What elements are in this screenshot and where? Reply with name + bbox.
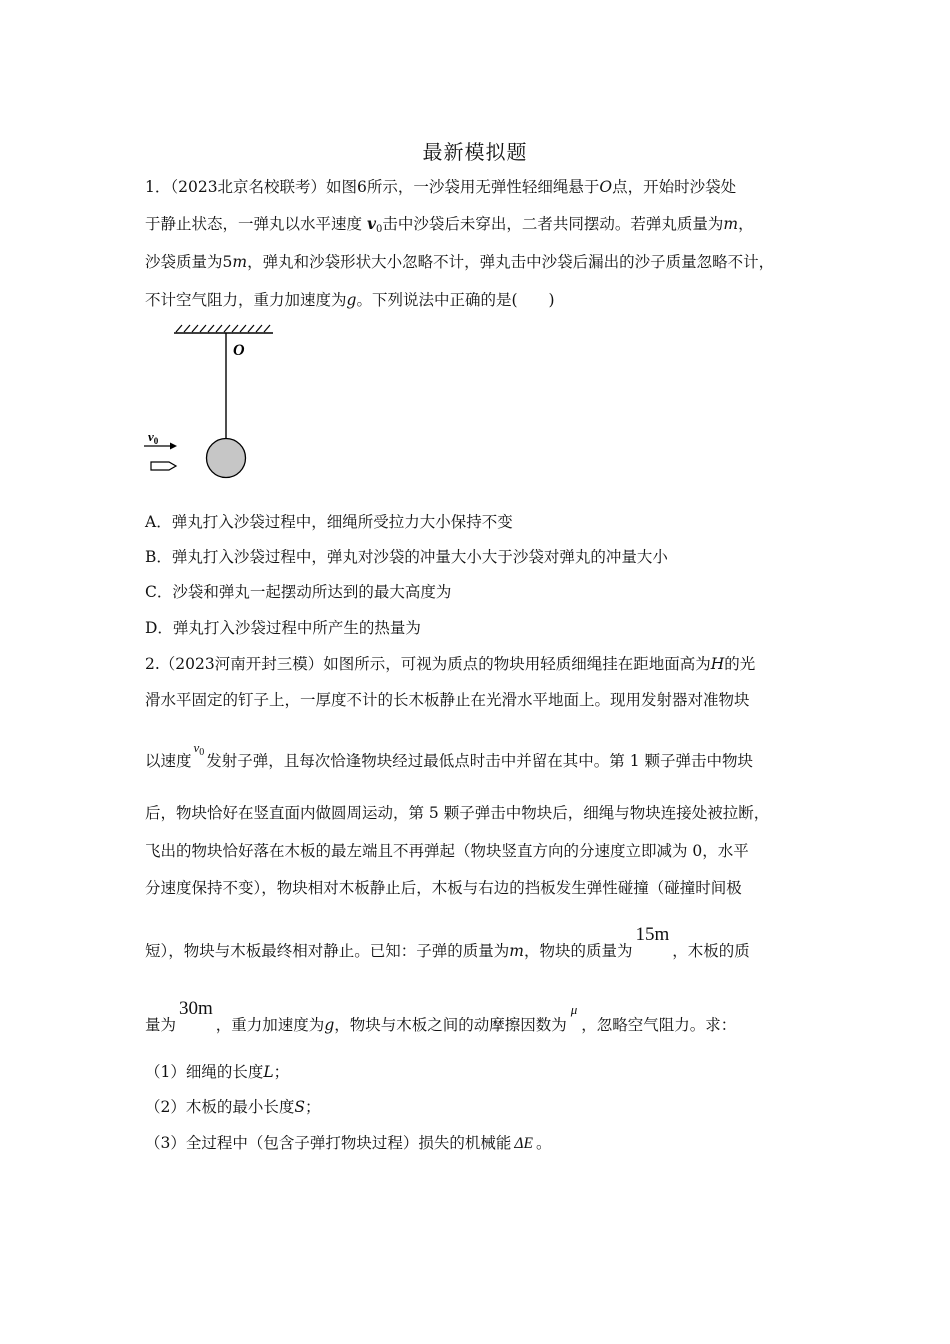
option-b: B．弹丸打入沙袋过程中，弹丸对沙袋的冲量大小大于沙袋对弹丸的冲量大小 (145, 548, 668, 566)
q1-v0: $v_0$ (366, 214, 383, 235)
q2-friction-mu: μ (570, 1002, 578, 1017)
page-title: 最新模拟题 (422, 140, 528, 164)
q2-line-4: 后，物块恰好在竖直面内做圆周运动，第 5 颗子弹击中物块后，细绳与物块连接处被拉断， (145, 804, 770, 822)
q1-text: 不计空气阻力，重力加速度为 (145, 291, 347, 309)
q2-energy-loss: ΔE (514, 1135, 533, 1152)
q1-gravity-g: g (346, 291, 357, 309)
q2-text: ，忽略空气阻力。求： (581, 1016, 737, 1034)
q1-line-3 (145, 251, 774, 273)
q1-point-o: O (599, 178, 613, 196)
q2-line-2: 滑水平固定的钉子上，一厚度不计的长木板静止在光滑水平地面上。现用发射器对准物块 (145, 691, 750, 709)
q2-text: （1）细绳的长度 (145, 1063, 264, 1081)
q2-line-1 (145, 653, 755, 675)
q2-text: 发射子弹，且每次恰逢物块经过最低点时击中并留在其中。第 1 颗子弹击中物块 (206, 752, 754, 770)
q2-bullet-mass: m (509, 942, 524, 960)
q2-board-mass: 30m (179, 998, 213, 1019)
pivot-label-o: O (233, 342, 245, 359)
q2-text: ，木板的质 (672, 942, 750, 960)
q2-line-3 (145, 740, 754, 778)
q2-length-s: S (294, 1098, 305, 1116)
q1-text: 击中沙袋后未穿出，二者共同摆动。若弹丸质量为 (382, 215, 724, 233)
ceiling-hatch (176, 325, 270, 332)
q2-block-mass: 15m (635, 924, 670, 945)
q2-v0: v0 (193, 740, 205, 758)
q2-sub-2 (145, 1096, 321, 1118)
q2-height-h: H (710, 655, 725, 673)
option-c: C．沙袋和弹丸一起摆动所达到的最大高度为 (145, 583, 452, 601)
bullet (151, 462, 176, 470)
q2-sub-3 (145, 1132, 551, 1155)
q1-mass-m: m (232, 253, 248, 271)
sandbag (207, 439, 246, 478)
q1-text: ，弹丸和沙袋形状大小忽略不计，弹丸击中沙袋后漏出的沙子质量忽略不计， (247, 253, 775, 271)
q2-line-7 (145, 924, 750, 962)
q2-text: 。 (535, 1134, 552, 1152)
q1-text: 1．（2023北京名校联考）如图6所示，一沙袋用无弹性轻细绳悬于 (145, 178, 600, 196)
q1-text: 点，开始时沙袋处 (612, 178, 737, 196)
velocity-label-sub: 0 (153, 436, 159, 446)
q2-text: ； (305, 1098, 321, 1116)
q1-mass-m: m (723, 215, 739, 233)
q2-text: （3）全过程中（包含子弹打物块过程）损失的机械能 (145, 1134, 512, 1152)
q2-length-l: L (263, 1063, 274, 1081)
q2-text: ，物块的质量为 (523, 942, 633, 960)
q2-sub-1 (145, 1061, 289, 1083)
q2-text: ； (273, 1063, 290, 1081)
q2-text: 短），物块与木板最终相对静止。已知：子弹的质量为 (145, 942, 510, 960)
option-a: A．弹丸打入沙袋过程中，细绳所受拉力大小保持不变 (145, 513, 513, 531)
q1-text: 。下列说法中正确的是( ) (356, 291, 555, 309)
q1-text: 于静止状态，一弹丸以水平速度 (145, 215, 363, 233)
q1-text: ， (738, 215, 754, 233)
q2-text: （2）木板的最小长度 (145, 1098, 295, 1116)
q2-line-6: 分速度保持不变），物块相对木板静止后，木板与右边的挡板发生弹性碰撞（碰撞时间极 (145, 879, 742, 897)
q2-text: ，物块与木板之间的动摩擦因数为 (334, 1016, 567, 1034)
q2-text: 的光 (724, 655, 756, 673)
velocity-label: $v_0$ (148, 429, 159, 446)
q1-text: 沙袋质量为5 (145, 253, 233, 271)
q1-line-2 (145, 213, 754, 241)
q1-line-1 (145, 176, 736, 198)
velocity-arrowhead (170, 443, 177, 450)
q2-text: ，重力加速度为 (215, 1016, 325, 1034)
q2-text: 2.（2023河南开封三模）如图所示，可视为质点的物块用轻质细绳挂在距地面高为 (145, 655, 711, 673)
q1-line-4 (145, 289, 555, 311)
q2-line-5: 飞出的物块恰好落在木板的最左端且不再弹起（物块竖直方向的分速度立即减为 0，水平 (145, 842, 749, 860)
q2-gravity-g: g (324, 1016, 335, 1034)
q2-text: 以速度 (145, 752, 192, 770)
q2-text: 量为 (145, 1016, 177, 1034)
option-d: D．弹丸打入沙袋过程中所产生的热量为 (145, 619, 421, 637)
pendulum-figure (140, 320, 280, 485)
q2-line-8 (145, 998, 737, 1037)
